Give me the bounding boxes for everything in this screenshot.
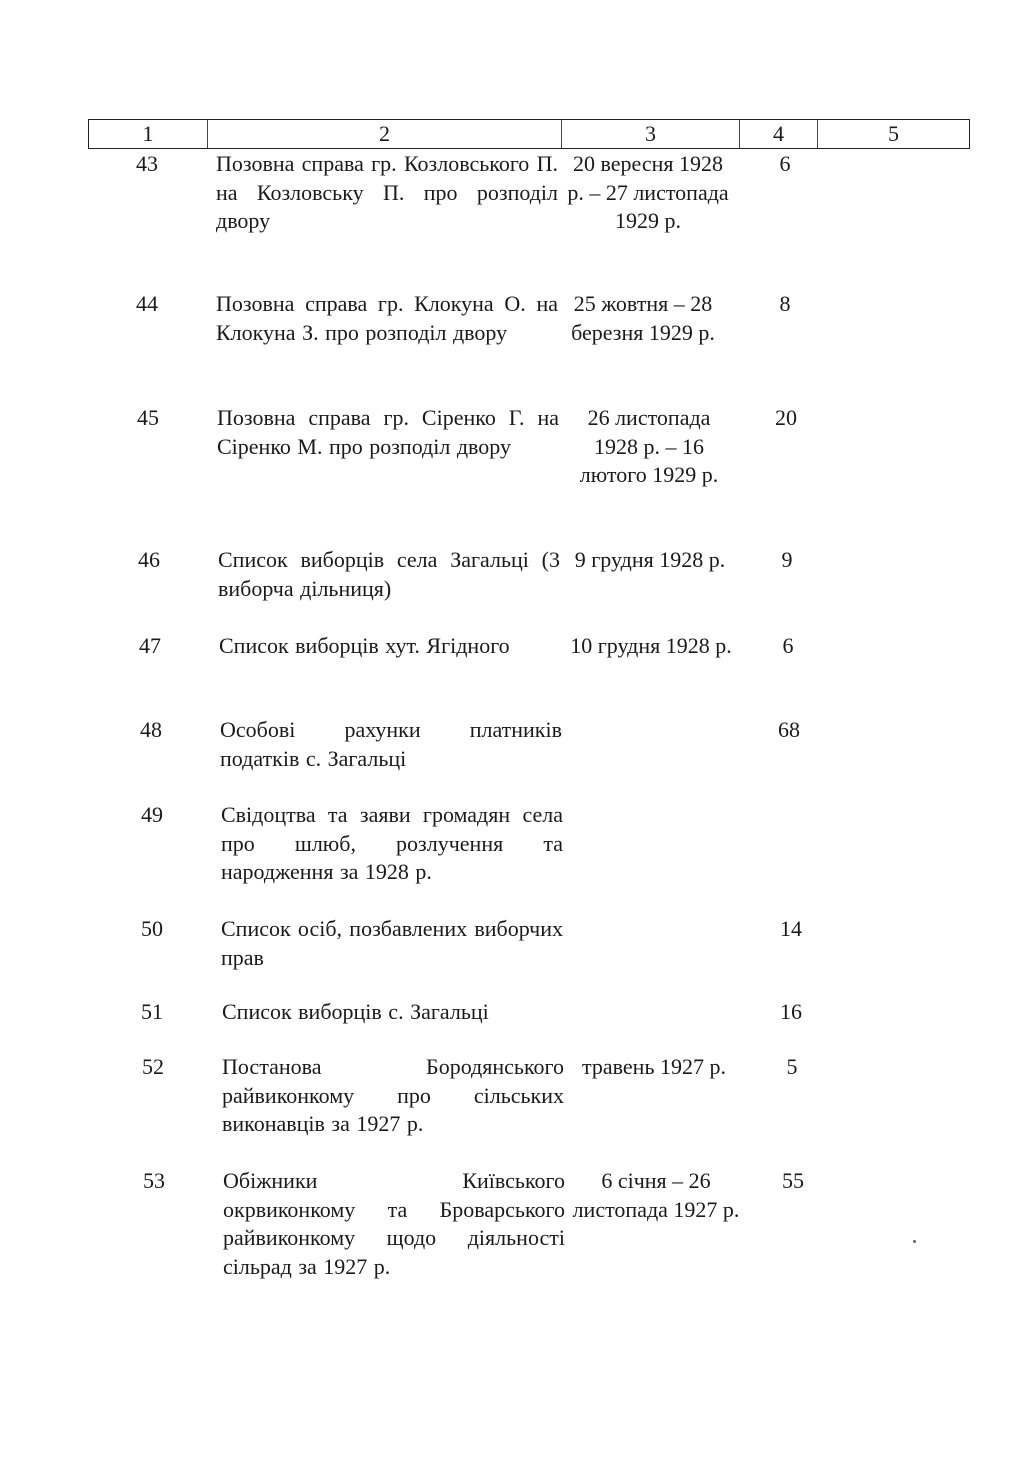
row-title: Позовна справа гр. Клокуна О. на Клокуна З. про розподіл двору [216, 291, 558, 345]
row-date: травень 1927 р. [582, 1054, 726, 1079]
row-number: 53 [143, 1168, 165, 1193]
row-sheets: 8 [779, 291, 791, 316]
row-number: 46 [138, 547, 160, 572]
row-sheets: 68 [778, 717, 800, 742]
row-date: 9 грудня 1928 р. [574, 547, 726, 572]
header-col-1: 1 [142, 121, 154, 146]
table-header [88, 119, 970, 149]
row-sheets: 20 [775, 405, 797, 430]
row-number: 49 [141, 802, 163, 827]
row-sheets: 5 [786, 1054, 798, 1079]
row-title: Список виборців села Загальці (3 виборча дільниця) [218, 547, 560, 601]
row-number: 45 [137, 405, 159, 430]
row-sheets: 9 [781, 547, 793, 572]
row-number: 43 [136, 151, 158, 176]
row-number: 44 [136, 291, 158, 316]
row-sheets: 6 [779, 151, 791, 176]
row-date: 25 жовтня – 28 березня 1929 р. [571, 291, 715, 345]
row-title: Список виборців с. Загальці [222, 999, 489, 1024]
row-number: 50 [141, 916, 163, 941]
row-sheets: 6 [782, 633, 794, 658]
row-title: Особові рахунки платників податків с. Загальці [220, 717, 562, 771]
row-title: Список осіб, позбавлених виборчих прав [221, 916, 563, 970]
row-date: 6 січня – 26 листопада 1927 р. [572, 1168, 740, 1222]
row-date: 20 вересня 1928 р. – 27 листопада 1929 р. [567, 151, 729, 233]
row-number: 51 [141, 999, 163, 1024]
row-title: Обіжники Київського окрвиконкому та Броварського райвиконкому щодо діяльності сільрад за 1927 р. [223, 1168, 565, 1279]
header-col-2: 2 [207, 120, 561, 148]
row-title: Постанова Бородянського райвиконкому про сільських виконавців за 1927 р. [222, 1054, 564, 1136]
row-title: Список виборців хут. Ягідного [219, 633, 510, 658]
row-title: Позовна справа гр. Сіренко Г. на Сіренко М. про розподіл двору [217, 405, 559, 459]
row-date: 10 грудня 1928 р. [570, 633, 732, 658]
header-col-4: 4 [739, 120, 817, 148]
row-sheets: 14 [780, 916, 802, 941]
row-number: 52 [142, 1054, 164, 1079]
row-sheets: 55 [782, 1168, 804, 1193]
row-number: 47 [139, 633, 161, 658]
scan-speck [913, 1240, 916, 1243]
row-number: 48 [140, 717, 162, 742]
header-col-5: 5 [817, 120, 969, 148]
row-title: Позовна справа гр. Козловського П. на Козловську П. про розподіл двору [216, 151, 558, 233]
row-sheets: 16 [780, 999, 802, 1024]
row-date: 26 листопада 1928 р. – 16 лютого 1929 р. [579, 405, 719, 487]
row-title: Свідоцтва та заяви громадян села про шлюб, розлучення та народження за 1928 р. [221, 802, 563, 884]
header-col-3: 3 [561, 120, 739, 148]
